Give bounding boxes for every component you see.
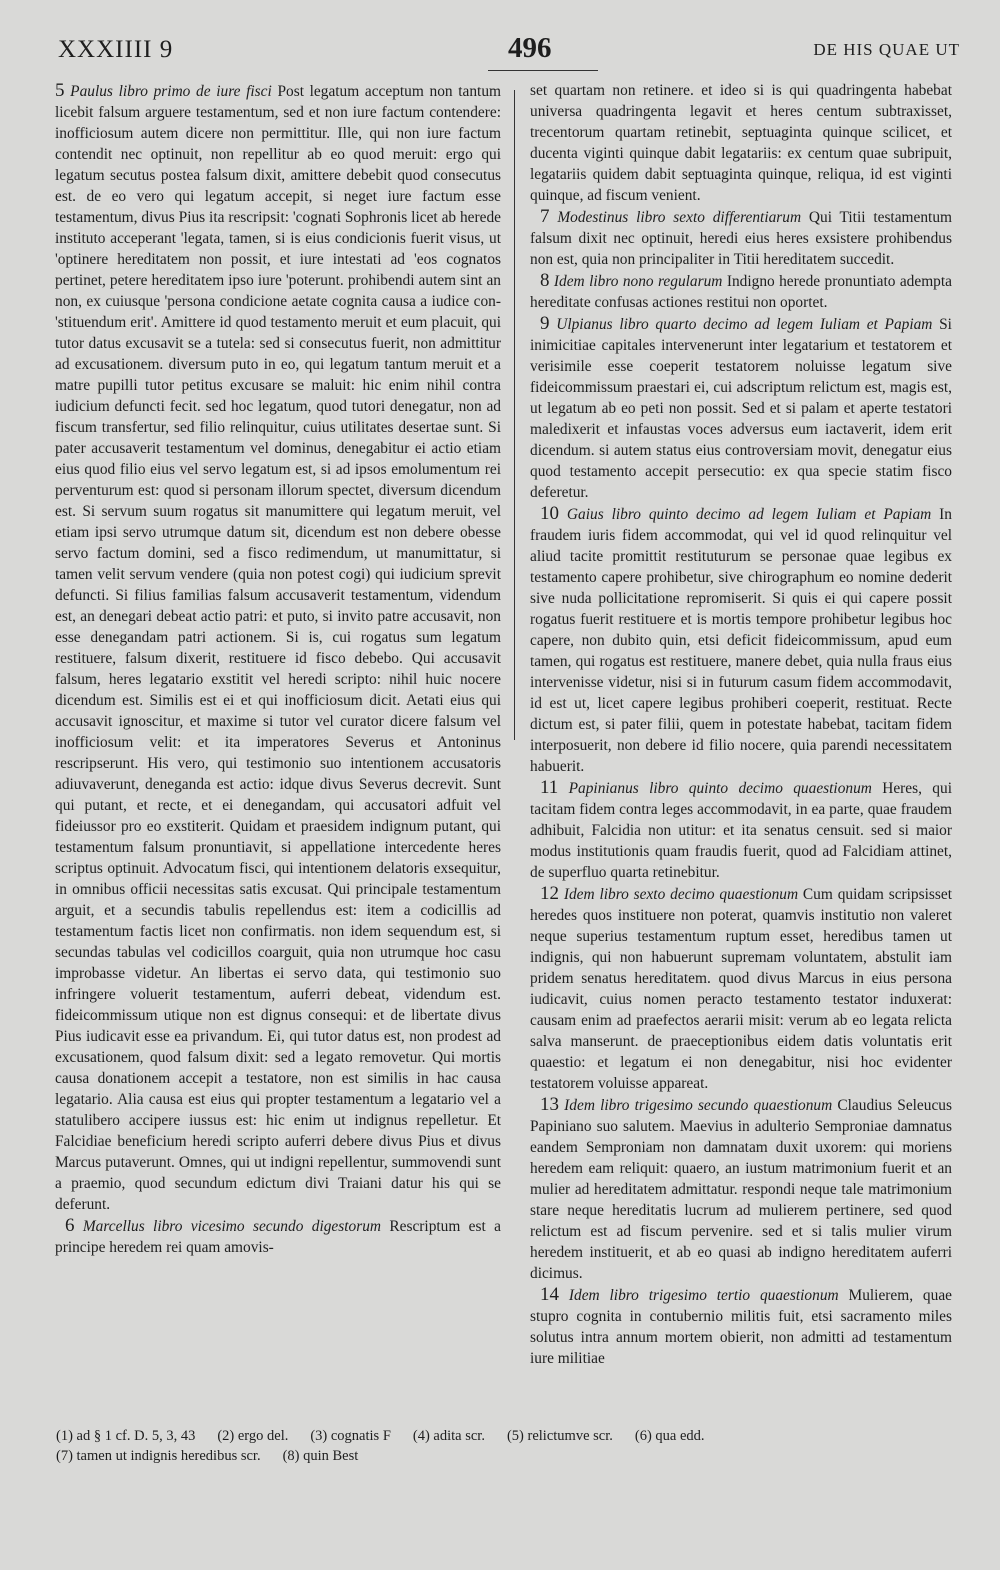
fragment-text: In fraudem iuris fidem accommodat, qui vel id quod relinquitur vel aliud tacite promittit restituturum se personae quae legibus ex testamento capere prohibetur, sive chirographum eo nomine dederit sive nuda pollicitatione repromiserit. Si quis ei qui capere possit rogatus fuerit restituere et is mortis tempore prohibetur legibus hoc capere, non dubito quin, etsi deficit fideicommissum, apud eum tamen, qui rogatus est restituere, manere debet, quia nulla fraus eius intervenisse videtur, nisi si in futurum casum fidem accommodavit, id est ut, licet capere legibus prohiberi coeperit, restituat. Recte dictum est, si pater filii, quem in potestate habebat, tacitam fidem interposuerit, non debere id filio nocere, quia parendi necessitatem habuerit. <box>530 506 952 775</box>
fragment-number: 11 <box>540 777 559 798</box>
fragment-number: 5 <box>55 80 65 101</box>
footnote: (7) tamen ut indignis heredibus scr. <box>56 1448 261 1464</box>
fragment-number: 10 <box>540 503 559 524</box>
fragment-heading: Papinianus libro quinto decimo quaestionum <box>568 780 872 797</box>
footnote: (2) ergo del. <box>217 1428 289 1444</box>
footnotes <box>56 1426 960 1466</box>
fragment-text: Si inimicitiae capitales intervenerunt inter legatarium et testatorem et verisimile esse coeperit testatorem noluisse legatum sive fideicommissum praestari ei, cui adscriptum relictum est, magis est, ut legatum ab eo peti non possit. Sed et si palam et aperte testatori maledixerit et infaustas voces adversus eum iactaverit, idem erit dicendum. si autem status eius controversiam movit, denegatur eius quod testamento accepit persecutio: ex qua specie statim fisco deferetur. <box>530 316 952 501</box>
fragment-heading: Ulpianus libro quarto decimo ad legem Iuliam et Papiam <box>556 316 933 333</box>
fragment-text: set quartam non retinere. et ideo si is qui quadringenta habebat universa quadringenta legavit et heres centum subtraxisset, trecentorum quartam retinebit, septuaginta quinque scilicet, et ducenta viginti quinque dabit legatariis: ex centum quae subripuit, legatariis quidem dabit septuaginta quinque, reliqua, id est viginti quinque, ad fiscum venient. <box>530 82 952 204</box>
left-column <box>55 80 501 1256</box>
footnote: (8) quin Best <box>282 1448 359 1464</box>
footnote-row <box>56 1426 960 1446</box>
fragment-paragraph <box>55 1215 501 1258</box>
page-number: 496 <box>508 32 552 64</box>
fragment-paragraph <box>530 883 952 1094</box>
header-section-ref: XXXIIII 9 <box>58 36 174 63</box>
fragment-number: 9 <box>540 313 550 334</box>
fragment-number: 12 <box>540 883 559 904</box>
fragment-text: Claudius Seleucus Papiniano suo salutem. Maevius in adulterio Semproniae damnatus eandem Semproniam non damnatam duxit uxorem: qui moriens heredem eam reliquit: quaero, an iustum matrimonium fuerit et an mulier ad hereditatem admittatur. respondi neque tale matrimonium stare neque hereditatis lucrum ad mulierem pertinere, sed quod relictum est ad fiscum pervenire. sed et si talis mulier virum heredem instituerit, et ab eo quasi ab indigno hereditatem auferri dicimus. <box>530 1097 952 1282</box>
footnote: (6) qua edd. <box>634 1428 705 1444</box>
fragment-paragraph <box>530 503 952 777</box>
right-column <box>530 80 952 1367</box>
footnote-row <box>56 1446 960 1466</box>
fragment-heading: Marcellus libro vicesimo secundo digestorum <box>82 1218 382 1235</box>
footnote: (5) relictumve scr. <box>506 1428 613 1444</box>
running-header <box>58 26 960 66</box>
footnote: (1) ad § 1 cf. D. 5, 3, 43 <box>56 1428 196 1444</box>
fragment-text: Mulierem, quae stupro cognita in contubernio militis fuit, etsi sacramento miles solutus intra annum mortem obierit, non admitti ad testamentum iure militiae <box>530 1287 952 1367</box>
footnote: (3) cognatis F <box>310 1428 391 1444</box>
fragment-paragraph <box>530 777 952 883</box>
fragment-heading: Gaius libro quinto decimo ad legem Iuliam et Papiam <box>566 506 932 523</box>
fragment-number: 13 <box>540 1094 559 1115</box>
fragment-text: Indigno herede pronuntiato adempta hereditate confusas actiones restitui non oportet. <box>530 273 952 311</box>
fragment-paragraph <box>530 270 952 313</box>
fragment-heading: Paulus libro primo de iure fisci <box>70 83 272 100</box>
fragment-number: 14 <box>540 1284 559 1305</box>
fragment-text: Cum quidam scripsisset heredes quos instituere non poterat, quamvis institutio non valeret neque superius testamentum ruptum esset, heredibus tamen ut indignis, qui non habuerunt supremam voluntatem, abstulit iam pridem senatus hereditatem. quod divus Marcus in eius persona iudicavit, cuius nomen peracto testamento testator induxerat: causam enim ad praefectos aerarii misit: verum ab eo legata relicta salva manserunt. de praeceptionibus eidem datis voluntatis erit quaestio: et legatum ei non denegabitur, nisi hoc evidenter testatorem voluisse appareat. <box>530 886 952 1092</box>
fragment-text: Post legatum acceptum non tantum licebit falsum arguere testamentum, sed et non iure factum contendere: inofficiosum autem dicere non permittitur. Ille, qui non iure factum contendit nec optinuit, non repellitur ab eo quod meruit: ergo qui legatum secutus postea falsum dixit, amittere debebit quod consecutus est. de eo vero qui legatum accepit, si neget iure factum esse testamentum, divus Pius ita rescripsit: 'cognati Sophronis licet ab herede instituto acceperant 'legata, tamen, si is eius condicionis fuerit visus, ut 'optinere hereditatem non possit, et iure intestati ad 'eos cognatos pertinet, petere hereditatem ipso iure 'poterunt. prohibendi autem sint an non, ex cuiusque 'persona condicione aetate cognita causa a iudice con- 'stituendum erit'. Amittere id quod testamento meruit et eum placuit, qui tutor datus excusavit se a tutela: sed si consecutus fuerit, non admittitur ad excusationem. diversum puto in eo, qui legatum tantum meruit et a matre pupilli tutor petitus excusare se maluit: hic enim nihil contra iudicium defuncti fecit. sed hoc legatum, quod tutori denegatur, non ad fiscum transfertur, sed filio relinquitur, cuius utilitates desertae sunt. Si pater accusaverit testamentum vel dominus, denegabitur ei actio etiam eius quod filio eius vel servo legatum est, si ad ipsos emolumentum rei perventurum est: quod si personam illorum spectet, diversum dicendum est. Si servum suum rogatus sit manumittere qui legatum meruit, vel etiam ipsi servo utrumque datum sit, dicendum est non debere obesse servo factum domini, sed a fisco redimendum, ut manumittatur, si tamen velit servum vendere (quia non potest cogi) qui iudicium sprevit defuncti. Si filius familias falsum accusaverit testamentum, videndum est, an denegari debeat actio patri: et puto, si invito patre accusavit, non esse denegandam patri actionem. Si is, cui rogatus sum legatum restituere, falsum dixerit, restituere id fisco debebo. Qui accusavit falsum, heres legatario exstitit vel heredi scripto: nihil huic nocere dicendum est. Similis est ei et qui inofficiosum dicit. Aetati eius qui accusavit ignoscitur, et maxime si tutor vel curator dicere falsum vel inofficiosum velit: et ita imperatores Severus et Antoninus rescripserunt. His vero, qui testimonio suo intentionem accusatoris adiuvaverunt, deneganda est actio: idque divus Severus decrevit. Sunt qui putant, et recte, et ei denegandam, qui accusatori adfuit vel fideiussor pro eo exstiterit. Quidam et praesidem indignum putant, qui testamentum falsum pronuntiavit, si appellatione intercedente heres scriptus optinuit. Advocatum fisci, qui intentionem delatoris exsequitur, in omnibus officii necessitas satis excusat. Qui principale testamentum arguit, et a secundis tabulis repellendus est: item a codicillis ad testamentum factis licet non confirmatis. non idem sequendum est, si secundas tabulas vel codicillos coarguit, quia non utrumque hoc casu improbasse videtur. An libertas ei servo data, qui testimonio suo infringere voluerit testamentum, auferri debeat, videndum est. fideicommissum utique non est dignus consequi: et de libertate divus Pius iudicavit esse ea privandum. Ei, qui tutor datus est, non prodest ad excusationem, quod falsum dixit: sed a legato removetur. Qui mortis causa donationem accepit a testatore, non est similis in hac causa legatario. Alia causa est eius qui propter testamentum a legatario vel a statulibero accipere iussus est: hic enim ut indignus repelletur. Et Falcidiae beneficium heredi scripto auferri debere divus Pius et divus Marcus putaverunt. Omnes, qui ut indigni repellentur, summovendi sunt a praemio, quod secundum edictum divi Traiani datur his qui se deferunt. <box>55 83 501 1213</box>
footnote: (4) adita scr. <box>412 1428 485 1444</box>
fragment-paragraph <box>530 1284 952 1369</box>
fragment-number: 7 <box>540 206 550 227</box>
fragment-paragraph <box>530 206 952 270</box>
header-rule <box>488 70 598 71</box>
fragment-text: Rescriptum est a principe heredem rei quam amovis- <box>55 1218 501 1256</box>
fragment-heading: Idem libro nono regularum <box>553 273 723 290</box>
fragment-heading: Idem libro sexto decimo quaestionum <box>563 886 799 903</box>
fragment-paragraph <box>530 1094 952 1284</box>
fragment-number: 6 <box>65 1215 75 1236</box>
fragment-paragraph <box>530 313 952 503</box>
fragment-number: 8 <box>540 270 550 291</box>
fragment-heading: Idem libro trigesimo tertio quaestionum <box>568 1287 839 1304</box>
fragment-text: Qui Titii testamentum falsum dixit nec optinuit, heredi eius heres exsistere prohibendus non est, quia non principaliter in Titii hereditatem succedit. <box>530 209 952 268</box>
fragment-heading: Modestinus libro sexto differentiarum <box>557 209 802 226</box>
header-title: DE HIS QUAE UT <box>813 40 960 59</box>
fragment-heading: Idem libro trigesimo secundo quaestionum <box>564 1097 833 1114</box>
fragment-paragraph <box>530 80 952 206</box>
column-divider <box>514 90 515 740</box>
fragment-text: Heres, qui tacitam fidem contra leges accommodavit, in ea parte, quae fraudem adhibuit, Falcidia non utitur: et ita senatus censuit. sed si maior modus institutionis quam fraudis fuerit, quod ad Falcidiam attinet, de superfluo quarta retinebitur. <box>530 780 952 881</box>
fragment-paragraph <box>55 80 501 1215</box>
